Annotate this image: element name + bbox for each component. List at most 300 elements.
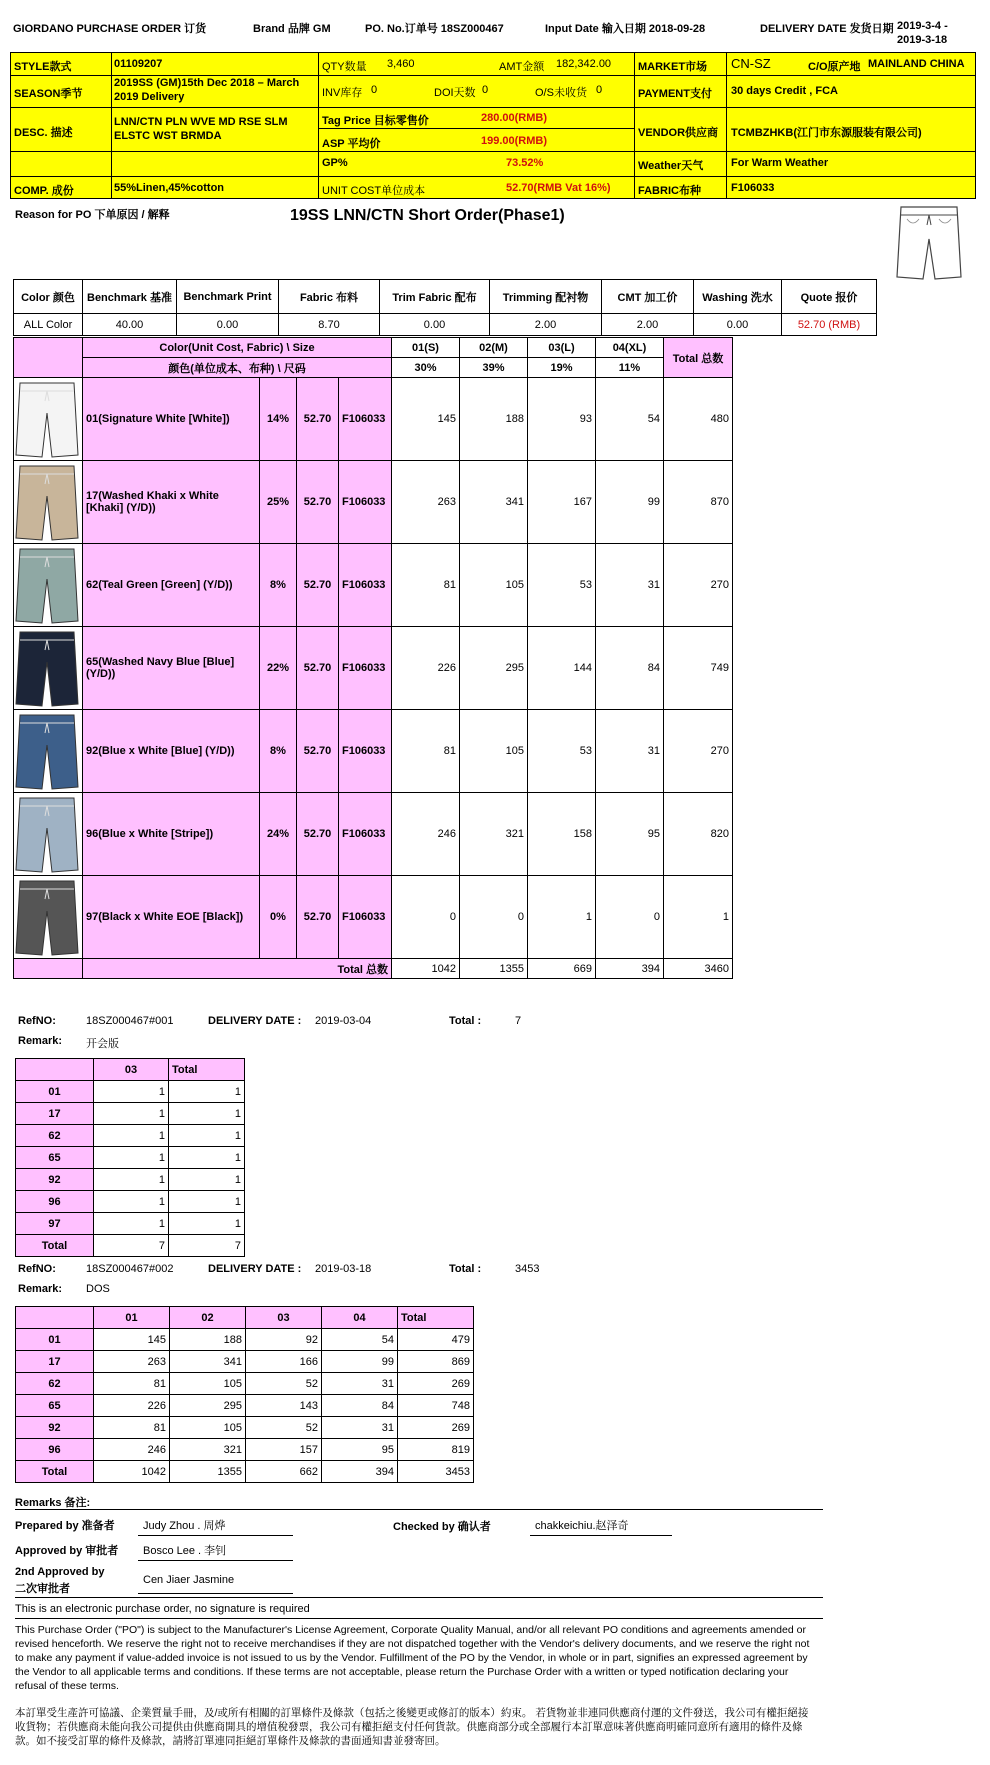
unit-cost-cell: 52.70 xyxy=(297,793,339,876)
benchmark-value-cell: ALL Color xyxy=(14,314,83,336)
header-cell: 03 xyxy=(246,1307,322,1329)
row-label-cell: 62 xyxy=(16,1373,94,1395)
benchmark-header-cell: Fabric 布料 xyxy=(279,280,380,314)
delivery-date-to: 2019-3-18 xyxy=(897,34,948,46)
tag-price-label: Tag Price 目标零售价 xyxy=(322,115,429,127)
ref1-refno-label: RefNO: xyxy=(18,1015,56,1027)
table-row xyxy=(14,378,733,461)
qty-value: 3,460 xyxy=(387,58,415,70)
gp-value: 73.52% xyxy=(506,157,544,169)
color-name-cell: 65(Washed Navy Blue [Blue] (Y/D)) xyxy=(83,627,260,710)
value-cell: 84 xyxy=(322,1395,398,1417)
unit-cost-value: 52.70(RMB Vat 16%) xyxy=(506,182,611,194)
vendor-value: TCMBZHKB(江门市东源服装有限公司) xyxy=(731,127,922,139)
quantity-cell: 105 xyxy=(460,710,528,793)
totals-row xyxy=(14,959,733,979)
shorts-swatch xyxy=(14,545,80,625)
company-title: GIORDANO PURCHASE ORDER 订货 xyxy=(13,23,207,35)
table-row xyxy=(14,710,733,793)
value-cell: 166 xyxy=(246,1351,322,1373)
table-row xyxy=(16,1213,245,1235)
fabric-cell: F106033 xyxy=(339,627,392,710)
row-label-cell: 17 xyxy=(16,1103,94,1125)
size-header-cell: 02(M) xyxy=(460,338,528,358)
quantity-cell: 263 xyxy=(392,461,460,544)
comp-label: COMP. 成份 xyxy=(14,185,74,197)
row-total-cell: 480 xyxy=(664,378,733,461)
benchmark-header-cell: Washing 洗水 xyxy=(694,280,782,314)
quantity-cell: 0 xyxy=(596,876,664,959)
quantity-cell: 1 xyxy=(528,876,596,959)
quantity-cell: 99 xyxy=(596,461,664,544)
color-pct-cell: 8% xyxy=(260,544,297,627)
row-label-cell: Total xyxy=(16,1235,94,1257)
color-name-cell: 92(Blue x White [Blue] (Y/D)) xyxy=(83,710,260,793)
fabric-cell: F106033 xyxy=(339,461,392,544)
quantity-cell: 93 xyxy=(528,378,596,461)
value-cell: 188 xyxy=(170,1329,246,1351)
asp-value: 199.00(RMB) xyxy=(481,135,548,147)
asp-label: ASP 平均价 xyxy=(322,138,381,150)
ref2-remark-label: Remark: xyxy=(18,1283,63,1295)
benchmark-value-cell: 0.00 xyxy=(177,314,279,336)
color-name-cell: 96(Blue x White [Stripe]) xyxy=(83,793,260,876)
total-value-cell: 1042 xyxy=(392,959,460,979)
ref2-total-label: Total : xyxy=(449,1263,482,1275)
ref1-remark: 开会版 xyxy=(86,1038,119,1050)
doi-label: DOI天数 xyxy=(434,87,476,99)
style-value: 01109207 xyxy=(114,58,163,70)
quantity-cell: 95 xyxy=(596,793,664,876)
value-cell: 1 xyxy=(94,1147,169,1169)
quantity-cell: 246 xyxy=(392,793,460,876)
quantity-cell: 81 xyxy=(392,544,460,627)
gp-label: GP% xyxy=(322,157,348,169)
remarks-label: Remarks 备注: xyxy=(15,1497,91,1509)
value-cell: 269 xyxy=(398,1373,474,1395)
row-label-cell: 01 xyxy=(16,1329,94,1351)
quantity-cell: 144 xyxy=(528,627,596,710)
header-cell: 01 xyxy=(94,1307,170,1329)
ref2-delivery: 2019-03-18 xyxy=(315,1263,372,1275)
shorts-swatch xyxy=(14,794,80,874)
header-cell: 04 xyxy=(322,1307,398,1329)
unit-cost-label: UNIT COST单位成本 xyxy=(322,185,426,197)
row-label-cell: 92 xyxy=(16,1169,94,1191)
benchmark-header-cell: Trimming 配衬物 xyxy=(490,280,602,314)
benchmark-value-cell: 2.00 xyxy=(490,314,602,336)
table-row xyxy=(16,1439,474,1461)
color-name-cell: 01(Signature White [White]) xyxy=(83,378,260,461)
checked-value: chakkeichiu.赵泽奇 xyxy=(535,1520,629,1532)
value-cell: 1 xyxy=(169,1213,245,1235)
desc-label: DESC. 描述 xyxy=(14,127,73,139)
product-thumbnail xyxy=(893,203,965,283)
value-cell: 869 xyxy=(398,1351,474,1373)
table-row xyxy=(14,876,733,959)
benchmark-header-cell: Benchmark Print xyxy=(177,280,279,314)
quantity-cell: 53 xyxy=(528,710,596,793)
unit-cost-cell: 52.70 xyxy=(297,544,339,627)
delivery-date-from: 2019-3-4 - xyxy=(897,20,948,32)
market-label: MARKET市场 xyxy=(638,61,708,73)
shorts-swatch xyxy=(14,462,80,542)
ref1-delivery-label: DELIVERY DATE : xyxy=(208,1015,302,1027)
value-cell: 246 xyxy=(94,1439,170,1461)
header-blank-cell xyxy=(14,338,83,378)
quantity-cell: 188 xyxy=(460,378,528,461)
color-pct-cell: 8% xyxy=(260,710,297,793)
prepared-label: Prepared by 准备者 xyxy=(15,1520,115,1532)
value-cell: 95 xyxy=(322,1439,398,1461)
ref2-total: 3453 xyxy=(515,1263,540,1275)
size-header-cell: 04(XL) xyxy=(596,338,664,358)
value-cell: 31 xyxy=(322,1373,398,1395)
weather-label: Weather天气 xyxy=(638,160,704,172)
value-cell: 7 xyxy=(94,1235,169,1257)
value-cell: 819 xyxy=(398,1439,474,1461)
payment-value: 30 days Credit , FCA xyxy=(731,85,838,97)
market-value: CN-SZ xyxy=(731,56,771,71)
size-pct-cell: 30% xyxy=(392,358,460,378)
quantity-cell: 84 xyxy=(596,627,664,710)
value-cell: 321 xyxy=(170,1439,246,1461)
value-cell: 263 xyxy=(94,1351,170,1373)
color-pct-cell: 14% xyxy=(260,378,297,461)
os-value: 0 xyxy=(596,84,603,96)
unit-cost-cell: 52.70 xyxy=(297,627,339,710)
shorts-swatch xyxy=(14,379,80,459)
value-cell: 54 xyxy=(322,1329,398,1351)
color-pct-cell: 22% xyxy=(260,627,297,710)
header-color-size-en: Color(Unit Cost, Fabric) \ Size xyxy=(83,338,392,358)
value-cell: 99 xyxy=(322,1351,398,1373)
total-value-cell: 669 xyxy=(528,959,596,979)
unit-cost-cell: 52.70 xyxy=(297,461,339,544)
ref2-delivery-label: DELIVERY DATE : xyxy=(208,1263,302,1275)
row-label-cell: 65 xyxy=(16,1395,94,1417)
row-label-cell: 65 xyxy=(16,1147,94,1169)
value-cell: 1 xyxy=(169,1147,245,1169)
total-value-cell: 3460 xyxy=(664,959,733,979)
value-cell: 1 xyxy=(169,1169,245,1191)
inv-value: 0 xyxy=(371,84,378,96)
quantity-cell: 53 xyxy=(528,544,596,627)
row-total-cell: 820 xyxy=(664,793,733,876)
benchmark-value-cell: 40.00 xyxy=(83,314,177,336)
terms-chinese: 本訂單受生產許可協議、企業質量手冊，及/或所有相關的訂單條件及條款（包括之後變更或修訂的版本）約束。 若貨物並非連同供應商付運的文件發送，我公司有權拒絕接收貨物；若供應商未能向我公司提供由供應商開具的增值稅發票，我公司有權拒絕支付任何貨款。供應商部分或全部履行本訂單意味著供應商明確同意所有適用的條件及條款。如不接受訂單的條件及條款，請將訂單連同拒絕訂單條件及條款的書面通知書並發寄回。 xyxy=(15,1707,809,1747)
quantity-cell: 0 xyxy=(392,876,460,959)
row-total-cell: 270 xyxy=(664,710,733,793)
benchmark-header-cell: Trim Fabric 配布 xyxy=(380,280,490,314)
value-cell: 479 xyxy=(398,1329,474,1351)
table-row xyxy=(16,1417,474,1439)
quantity-cell: 31 xyxy=(596,710,664,793)
desc-line-1: LNN/CTN PLN WVE MD RSE SLM xyxy=(114,116,288,128)
quantity-matrix-table xyxy=(13,337,733,979)
quantity-cell: 31 xyxy=(596,544,664,627)
quantity-cell: 54 xyxy=(596,378,664,461)
quantity-cell: 295 xyxy=(460,627,528,710)
weather-value: For Warm Weather xyxy=(731,157,829,169)
total-header-cell: Total 总数 xyxy=(664,338,733,378)
color-swatch-cell xyxy=(14,793,83,876)
table-row xyxy=(16,1169,245,1191)
value-cell: 3453 xyxy=(398,1461,474,1483)
table-row xyxy=(16,1351,474,1373)
color-swatch-cell xyxy=(14,378,83,461)
fabric-label: FABRIC布种 xyxy=(638,185,701,197)
table-row xyxy=(16,1191,245,1213)
benchmark-value-cell: 8.70 xyxy=(279,314,380,336)
quantity-cell: 226 xyxy=(392,627,460,710)
ref1-remark-label: Remark: xyxy=(18,1035,63,1047)
benchmark-value-cell: 52.70 (RMB) xyxy=(782,314,877,336)
quantity-cell: 321 xyxy=(460,793,528,876)
approved-value: Bosco Lee . 李钊 xyxy=(143,1545,227,1557)
fabric-cell: F106033 xyxy=(339,544,392,627)
table-header-row xyxy=(14,338,733,358)
color-swatch-cell xyxy=(14,544,83,627)
brand: Brand 品牌 GM xyxy=(253,23,331,35)
fabric-cell: F106033 xyxy=(339,876,392,959)
value-cell: 1 xyxy=(169,1081,245,1103)
row-label-cell: 92 xyxy=(16,1417,94,1439)
table-row xyxy=(16,1125,245,1147)
ref1-delivery: 2019-03-04 xyxy=(315,1015,372,1027)
color-swatch-cell xyxy=(14,876,83,959)
value-cell: 394 xyxy=(322,1461,398,1483)
doi-value: 0 xyxy=(482,84,489,96)
value-cell: 1 xyxy=(94,1213,169,1235)
payment-label: PAYMENT支付 xyxy=(638,88,712,100)
inv-label: INV库存 xyxy=(322,87,363,99)
reason-label: Reason for PO 下单原因 / 解释 xyxy=(15,209,170,221)
table-row xyxy=(14,793,733,876)
value-cell: 105 xyxy=(170,1373,246,1395)
amt-label: AMT金额 xyxy=(499,61,545,73)
value-cell: 1355 xyxy=(170,1461,246,1483)
benchmark-table xyxy=(13,279,877,336)
header-cell: Total xyxy=(398,1307,474,1329)
shorts-swatch xyxy=(14,877,80,957)
header-cell: 02 xyxy=(170,1307,246,1329)
table-header-row xyxy=(14,358,733,378)
terms-english: This Purchase Order ("PO") is subject to the Manufacturer's License Agreement, Corporate Quality Manual, and/or all relevant PO conditions and agreements amended or revised henceforth. We reserve the right not to receive merchandises if they are not dispatched together with the Vendor's delivery documents, and we reserve the right not to make any payment if value-added invoice is not issued to us by the Vendor. Fulfillment of the PO by the Vendor, in whole or in part, signifies an expressed agreement by the Vendor to all applicable terms and conditions. If these terms are not acceptable, please return the Purchase Order with a written or typed notification declaring your refusal of these terms. xyxy=(15,1624,810,1692)
table-row xyxy=(16,1103,245,1125)
quantity-cell: 145 xyxy=(392,378,460,461)
row-label-cell: 97 xyxy=(16,1213,94,1235)
row-label-cell: Total xyxy=(16,1461,94,1483)
row-label-cell: 17 xyxy=(16,1351,94,1373)
po-info-panel xyxy=(10,52,976,199)
row-total-cell: 749 xyxy=(664,627,733,710)
ref1-total-label: Total : xyxy=(449,1015,482,1027)
origin-label: C/O原产地 xyxy=(808,61,861,73)
total-value-cell: 1355 xyxy=(460,959,528,979)
ref1-total: 7 xyxy=(515,1015,522,1027)
value-cell: 143 xyxy=(246,1395,322,1417)
value-cell: 105 xyxy=(170,1417,246,1439)
fabric-cell: F106033 xyxy=(339,378,392,461)
electronic-note: This is an electronic purchase order, no signature is required xyxy=(15,1603,310,1615)
value-cell: 1042 xyxy=(94,1461,170,1483)
size-header-cell: 01(S) xyxy=(392,338,460,358)
value-cell: 1 xyxy=(94,1191,169,1213)
benchmark-header-cell: Color 颜色 xyxy=(14,280,83,314)
benchmark-value-cell: 0.00 xyxy=(694,314,782,336)
size-header-cell: 03(L) xyxy=(528,338,596,358)
approved2-value: Cen Jiaer Jasmine xyxy=(143,1574,235,1586)
unit-cost-cell: 52.70 xyxy=(297,378,339,461)
color-name-cell: 97(Black x White EOE [Black]) xyxy=(83,876,260,959)
totals-label: Total 总数 xyxy=(83,959,392,979)
quantity-cell: 158 xyxy=(528,793,596,876)
table-row xyxy=(16,1081,245,1103)
size-pct-cell: 11% xyxy=(596,358,664,378)
value-cell: 1 xyxy=(94,1103,169,1125)
table-header-row xyxy=(16,1307,474,1329)
ref2-remark: DOS xyxy=(86,1283,110,1295)
row-label-cell: 96 xyxy=(16,1191,94,1213)
value-cell: 1 xyxy=(94,1081,169,1103)
value-cell: 341 xyxy=(170,1351,246,1373)
ref2-refno: 18SZ000467#002 xyxy=(86,1263,174,1275)
value-cell: 1 xyxy=(169,1103,245,1125)
value-cell: 1 xyxy=(169,1191,245,1213)
row-label-cell: 01 xyxy=(16,1081,94,1103)
fabric-cell: F106033 xyxy=(339,793,392,876)
benchmark-header-cell: Benchmark 基准 xyxy=(83,280,177,314)
color-swatch-cell xyxy=(14,627,83,710)
table-row xyxy=(16,1395,474,1417)
color-pct-cell: 0% xyxy=(260,876,297,959)
season-line-1: 2019SS (GM)15th Dec 2018 – March xyxy=(114,77,300,89)
shorts-swatch xyxy=(14,711,80,791)
row-total-cell: 270 xyxy=(664,544,733,627)
table-row xyxy=(16,1147,245,1169)
benchmark-header-cell: Quote 报价 xyxy=(782,280,877,314)
os-label: O/S未收货 xyxy=(535,87,587,99)
table-row xyxy=(16,1329,474,1351)
season-line-2: 2019 Delivery xyxy=(114,91,185,103)
shorts-swatch xyxy=(14,628,80,708)
season-label: SEASON季节 xyxy=(14,88,83,100)
fabric-value: F106033 xyxy=(731,182,775,194)
value-cell: 295 xyxy=(170,1395,246,1417)
quantity-cell: 341 xyxy=(460,461,528,544)
input-date: Input Date 输入日期 2018-09-28 xyxy=(545,23,706,35)
header-cell: Total xyxy=(169,1059,245,1081)
header-cell: 03 xyxy=(94,1059,169,1081)
color-name-cell: 17(Washed Khaki x White [Khaki] (Y/D)) xyxy=(83,461,260,544)
table-header-row xyxy=(16,1059,245,1081)
quantity-cell: 105 xyxy=(460,544,528,627)
size-pct-cell: 19% xyxy=(528,358,596,378)
ref2-refno-label: RefNO: xyxy=(18,1263,56,1275)
prepared-value: Judy Zhou . 周烨 xyxy=(143,1520,226,1532)
value-cell: 1 xyxy=(94,1125,169,1147)
value-cell: 81 xyxy=(94,1417,170,1439)
totals-blank-cell xyxy=(14,959,83,979)
size-pct-cell: 39% xyxy=(460,358,528,378)
value-cell: 145 xyxy=(94,1329,170,1351)
row-label-cell: 96 xyxy=(16,1439,94,1461)
unit-cost-cell: 52.70 xyxy=(297,710,339,793)
approved2-label-2: 二次审批者 xyxy=(15,1583,70,1595)
color-swatch-cell xyxy=(14,461,83,544)
table-row xyxy=(14,544,733,627)
desc-line-2: ELSTC WST BRMDA xyxy=(114,130,222,142)
value-cell: 7 xyxy=(169,1235,245,1257)
style-label: STYLE款式 xyxy=(14,61,72,73)
ref1-refno: 18SZ000467#001 xyxy=(86,1015,174,1027)
table-row xyxy=(16,1461,474,1483)
value-cell: 92 xyxy=(246,1329,322,1351)
approved-label: Approved by 审批者 xyxy=(15,1545,119,1557)
row-label-cell: 62 xyxy=(16,1125,94,1147)
header-color-size-zh: 颜色(单位成本、布种) \ 尺码 xyxy=(83,358,392,378)
quantity-cell: 167 xyxy=(528,461,596,544)
benchmark-value-cell: 2.00 xyxy=(602,314,694,336)
table-row xyxy=(16,1373,474,1395)
qty-label: QTY数量 xyxy=(322,61,367,73)
document-title: 19SS LNN/CTN Short Order(Phase1) xyxy=(290,207,565,224)
value-cell: 662 xyxy=(246,1461,322,1483)
origin-value: MAINLAND CHINA xyxy=(868,58,965,70)
po-number: PO. No.订单号 18SZ000467 xyxy=(365,23,504,35)
value-cell: 52 xyxy=(246,1417,322,1439)
total-value-cell: 394 xyxy=(596,959,664,979)
value-cell: 226 xyxy=(94,1395,170,1417)
delivery-date-label: DELIVERY DATE 发货日期 xyxy=(760,23,894,35)
row-total-cell: 870 xyxy=(664,461,733,544)
checked-label: Checked by 确认者 xyxy=(393,1521,491,1533)
benchmark-value-cell: 0.00 xyxy=(380,314,490,336)
ref2-table xyxy=(15,1306,474,1483)
color-pct-cell: 24% xyxy=(260,793,297,876)
row-total-cell: 1 xyxy=(664,876,733,959)
comp-value: 55%Linen,45%cotton xyxy=(114,182,225,194)
value-cell: 31 xyxy=(322,1417,398,1439)
ref1-table xyxy=(15,1058,245,1257)
tag-price-value: 280.00(RMB) xyxy=(481,112,548,124)
value-cell: 52 xyxy=(246,1373,322,1395)
quantity-cell: 81 xyxy=(392,710,460,793)
color-pct-cell: 25% xyxy=(260,461,297,544)
header-cell xyxy=(16,1059,94,1081)
header-cell xyxy=(16,1307,94,1329)
approved2-label-1: 2nd Approved by xyxy=(15,1566,105,1578)
value-cell: 1 xyxy=(169,1125,245,1147)
benchmark-header-cell: CMT 加工价 xyxy=(602,280,694,314)
quantity-cell: 0 xyxy=(460,876,528,959)
color-swatch-cell xyxy=(14,710,83,793)
fabric-cell: F106033 xyxy=(339,710,392,793)
table-row xyxy=(14,627,733,710)
value-cell: 748 xyxy=(398,1395,474,1417)
value-cell: 157 xyxy=(246,1439,322,1461)
vendor-label: VENDOR供应商 xyxy=(638,127,719,139)
color-name-cell: 62(Teal Green [Green] (Y/D)) xyxy=(83,544,260,627)
value-cell: 269 xyxy=(398,1417,474,1439)
table-row xyxy=(16,1235,245,1257)
amt-value: 182,342.00 xyxy=(556,58,612,70)
unit-cost-cell: 52.70 xyxy=(297,876,339,959)
value-cell: 1 xyxy=(94,1169,169,1191)
table-row xyxy=(14,461,733,544)
value-cell: 81 xyxy=(94,1373,170,1395)
